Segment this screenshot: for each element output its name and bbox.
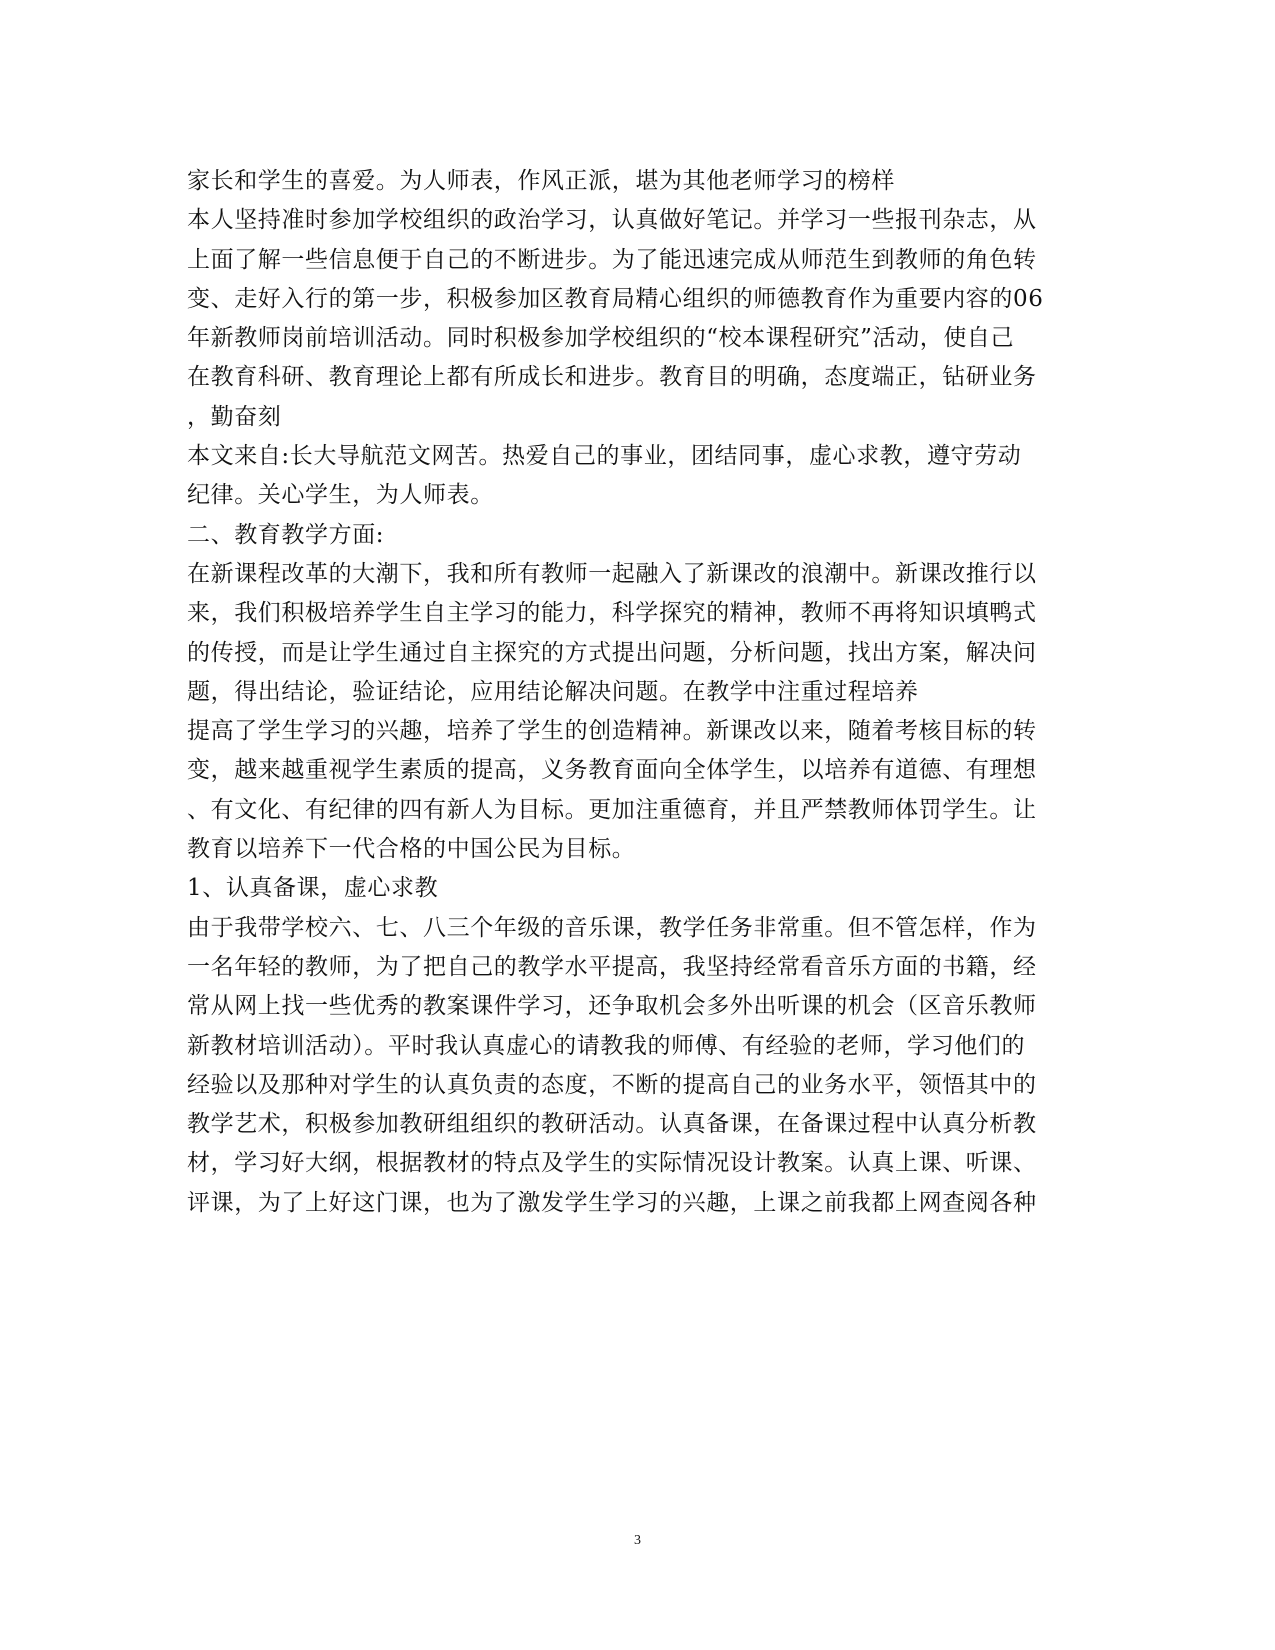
- text-line: 纪律。关心学生，为人师表。: [187, 482, 494, 509]
- text-line: 题，得出结论，验证结论，应用结论解决问题。在教学中注重过程培养: [187, 678, 919, 705]
- text-line: 经验以及那种对学生的认真负责的态度，不断的提高自己的业务水平，领悟其中的: [187, 1071, 1037, 1098]
- text-line: 变、走好入行的第一步，积极参加区教育局精心组织的师德教育作为重要内容的06: [187, 285, 1044, 312]
- text-line: 上面了解一些信息便于自己的不断进步。为了能迅速完成从师范生到教师的角色转: [187, 246, 1037, 273]
- body-text: [187, 162, 1087, 1223]
- text-line: 本文来自:长大导航范文网苦。热爱自己的事业，团结同事，虚心求教，遵守劳动: [187, 443, 1022, 470]
- text-line: 教学艺术，积极参加教研组组织的教研活动。认真备课，在备课过程中认真分析教: [187, 1111, 1037, 1138]
- text-line: ，勤奋刻: [187, 403, 282, 430]
- text-line: 在教育科研、教育理论上都有所成长和进步。教育目的明确，态度端正，钻研业务: [187, 364, 1037, 391]
- text-line: 家长和学生的喜爱。为人师表，作风正派，堪为其他老师学习的榜样: [187, 168, 895, 194]
- section-heading: 二、教育教学方面:: [187, 521, 385, 548]
- text-line: 、有文化、有纪律的四有新人为目标。更加注重德育，并且严禁教师体罚学生。让: [187, 796, 1037, 823]
- text-line: 新教材培训活动）。平时我认真虚心的请教我的师傅、有经验的老师，学习他们的: [187, 1032, 1026, 1059]
- text-line: 一名年轻的教师，为了把自己的教学水平提高，我坚持经常看音乐方面的书籍，经: [187, 953, 1037, 980]
- text-line: 由于我带学校六、七、八三个年级的音乐课，教学任务非常重。但不管怎样，作为: [187, 914, 1037, 941]
- text-line: 在新课程改革的大潮下，我和所有教师一起融入了新课改的浪潮中。新课改推行以: [187, 560, 1037, 587]
- text-line: 变，越来越重视学生素质的提高，义务教育面向全体学生，以培养有道德、有理想: [187, 757, 1037, 784]
- text-line: 的传授，而是让学生通过自主探究的方式提出问题，分析问题，找出方案，解决问: [187, 639, 1037, 666]
- subsection-heading: 1、认真备课，虚心求教: [187, 875, 439, 902]
- text-line: 教育以培养下一代合格的中国公民为目标。: [187, 836, 636, 863]
- text-line: 评课，为了上好这门课，也为了激发学生学习的兴趣，上课之前我都上网查阅各种: [187, 1189, 1037, 1216]
- text-line: 本人坚持准时参加学校组织的政治学习，认真做好笔记。并学习一些报刊杂志，从: [187, 207, 1037, 234]
- text-line: 材，学习好大纲，根据教材的特点及学生的实际情况设计教案。认真上课、听课、: [187, 1150, 1037, 1177]
- text-line: 来，我们积极培养学生自主学习的能力，科学探究的精神，教师不再将知识填鸭式: [187, 600, 1037, 627]
- page-number: 3: [634, 1533, 641, 1548]
- text-line: 提高了学生学习的兴趣，培养了学生的创造精神。新课改以来，随着考核目标的转: [187, 718, 1037, 745]
- text-line: 常从网上找一些优秀的教案课件学习，还争取机会多外出听课的机会（区音乐教师: [187, 993, 1037, 1020]
- text-line: 年新教师岗前培训活动。同时积极参加学校组织的“校本课程研究”活动，使自己: [187, 325, 1015, 352]
